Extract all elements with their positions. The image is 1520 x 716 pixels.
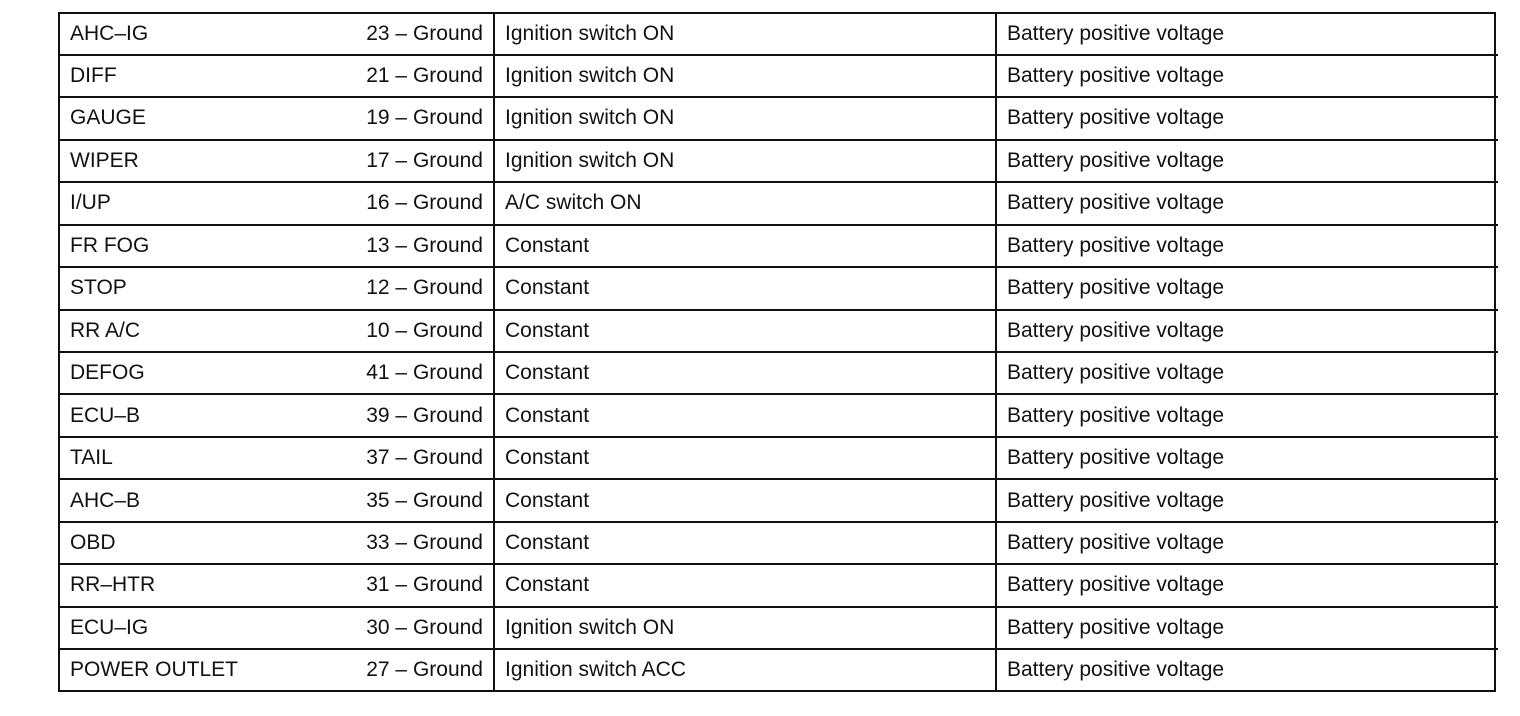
- fuse-name-cell: STOP: [60, 267, 339, 309]
- specified-condition-cell: Battery positive voltage: [996, 310, 1498, 352]
- condition-cell: Constant: [494, 352, 996, 394]
- terminal-cell: 30 – Ground: [339, 607, 494, 649]
- table-row: [60, 607, 1498, 649]
- condition-cell: Ignition switch ON: [494, 14, 996, 55]
- specified-condition-cell: Battery positive voltage: [996, 437, 1498, 479]
- terminal-cell: 10 – Ground: [339, 310, 494, 352]
- fuse-name-cell: TAIL: [60, 437, 339, 479]
- specified-condition-cell: Battery positive voltage: [996, 97, 1498, 139]
- specified-condition-cell: Battery positive voltage: [996, 479, 1498, 521]
- condition-cell: Ignition switch ON: [494, 140, 996, 182]
- table-row: [60, 55, 1498, 97]
- terminal-cell: 19 – Ground: [339, 97, 494, 139]
- table-row: [60, 310, 1498, 352]
- table-body: [60, 14, 1498, 690]
- table-row: [60, 564, 1498, 606]
- terminal-cell: 27 – Ground: [339, 649, 494, 690]
- fuse-name-cell: OBD: [60, 522, 339, 564]
- specified-condition-cell: Battery positive voltage: [996, 225, 1498, 267]
- table-row: [60, 352, 1498, 394]
- table-row: [60, 182, 1498, 224]
- fuse-name-cell: DEFOG: [60, 352, 339, 394]
- terminal-cell: 17 – Ground: [339, 140, 494, 182]
- fuse-check-table: [60, 14, 1498, 690]
- terminal-cell: 37 – Ground: [339, 437, 494, 479]
- table-row: [60, 14, 1498, 55]
- table-row: [60, 225, 1498, 267]
- fuse-name-cell: RR–HTR: [60, 564, 339, 606]
- terminal-cell: 31 – Ground: [339, 564, 494, 606]
- terminal-cell: 16 – Ground: [339, 182, 494, 224]
- fuse-name-cell: ECU–B: [60, 394, 339, 436]
- table-row: [60, 97, 1498, 139]
- specified-condition-cell: Battery positive voltage: [996, 394, 1498, 436]
- fuse-name-cell: AHC–IG: [60, 14, 339, 55]
- fuse-name-cell: AHC–B: [60, 479, 339, 521]
- condition-cell: Constant: [494, 437, 996, 479]
- terminal-cell: 35 – Ground: [339, 479, 494, 521]
- fuse-name-cell: DIFF: [60, 55, 339, 97]
- condition-cell: Ignition switch ON: [494, 97, 996, 139]
- table-row: [60, 437, 1498, 479]
- fuse-name-cell: WIPER: [60, 140, 339, 182]
- condition-cell: Ignition switch ON: [494, 55, 996, 97]
- condition-cell: Constant: [494, 267, 996, 309]
- condition-cell: Constant: [494, 522, 996, 564]
- specified-condition-cell: Battery positive voltage: [996, 55, 1498, 97]
- specified-condition-cell: Battery positive voltage: [996, 14, 1498, 55]
- specified-condition-cell: Battery positive voltage: [996, 649, 1498, 690]
- specified-condition-cell: Battery positive voltage: [996, 267, 1498, 309]
- specified-condition-cell: Battery positive voltage: [996, 522, 1498, 564]
- table-row: [60, 649, 1498, 690]
- terminal-cell: 13 – Ground: [339, 225, 494, 267]
- fuse-name-cell: ECU–IG: [60, 607, 339, 649]
- table-row: [60, 394, 1498, 436]
- terminal-cell: 23 – Ground: [339, 14, 494, 55]
- condition-cell: Constant: [494, 479, 996, 521]
- terminal-cell: 21 – Ground: [339, 55, 494, 97]
- table-row: [60, 140, 1498, 182]
- table-row: [60, 479, 1498, 521]
- table-row: [60, 522, 1498, 564]
- specified-condition-cell: Battery positive voltage: [996, 352, 1498, 394]
- specified-condition-cell: Battery positive voltage: [996, 140, 1498, 182]
- terminal-cell: 39 – Ground: [339, 394, 494, 436]
- fuse-name-cell: GAUGE: [60, 97, 339, 139]
- condition-cell: Constant: [494, 310, 996, 352]
- specified-condition-cell: Battery positive voltage: [996, 564, 1498, 606]
- terminal-cell: 41 – Ground: [339, 352, 494, 394]
- fuse-name-cell: POWER OUTLET: [60, 649, 339, 690]
- specified-condition-cell: Battery positive voltage: [996, 182, 1498, 224]
- table-row: [60, 267, 1498, 309]
- condition-cell: A/C switch ON: [494, 182, 996, 224]
- fuse-check-table-frame: [58, 12, 1496, 692]
- specified-condition-cell: Battery positive voltage: [996, 607, 1498, 649]
- condition-cell: Constant: [494, 225, 996, 267]
- condition-cell: Constant: [494, 564, 996, 606]
- condition-cell: Ignition switch ACC: [494, 649, 996, 690]
- condition-cell: Ignition switch ON: [494, 607, 996, 649]
- fuse-name-cell: RR A/C: [60, 310, 339, 352]
- condition-cell: Constant: [494, 394, 996, 436]
- terminal-cell: 12 – Ground: [339, 267, 494, 309]
- fuse-name-cell: FR FOG: [60, 225, 339, 267]
- fuse-name-cell: I/UP: [60, 182, 339, 224]
- terminal-cell: 33 – Ground: [339, 522, 494, 564]
